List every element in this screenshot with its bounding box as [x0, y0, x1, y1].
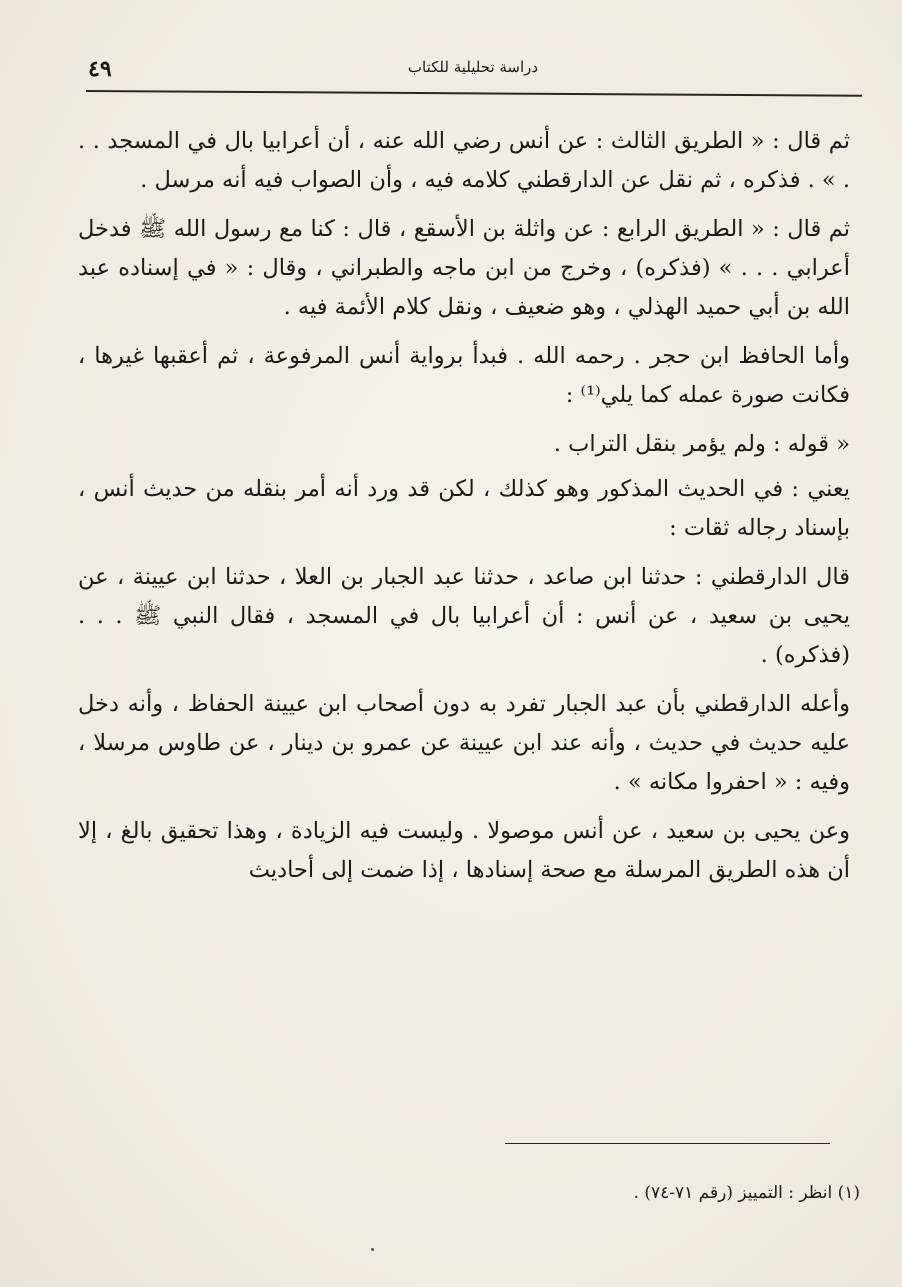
footnote-rule	[505, 1143, 830, 1144]
page-number: ٤٩	[88, 56, 112, 82]
running-title: دراسة تحليلية للكتاب	[407, 58, 539, 76]
paragraph-5: يعني : في الحديث المذكور وهو كذلك ، لكن قد ورد أنه أمر بنقله من حديث أنس ، بإسناد رجاله ثقات :	[78, 476, 850, 541]
paragraph-8: وعن يحيى بن سعيد ، عن أنس موصولا . وليست فيه الزيادة ، وهذا تحقيق بالغ ، إلا أن هذه الطريق المرسلة مع صحة إسنادها ، إذا ضمت إلى أحاديث	[78, 818, 850, 883]
body-text	[78, 122, 850, 900]
paragraph-6: قال الدارقطني : حدثنا ابن صاعد ، حدثنا عبد الجبار بن العلا ، حدثنا ابن عيينة ، عن يحيى بن سعيد ، عن أنس : أن أعرابيا بال في المسجد ، فقال النبي ﷺ . . . (فذكره) .	[78, 564, 850, 668]
paragraph-4: « قوله : ولم يؤمر بنقل التراب .	[553, 431, 850, 457]
header-rule	[86, 90, 862, 97]
page-header	[88, 48, 858, 88]
footnote: (١) انظر : التمييز (رقم ٧١-٧٤) .	[633, 1183, 860, 1203]
paragraph-2: ثم قال : « الطريق الرابع : عن واثلة بن الأسقع ، قال : كنا مع رسول الله ﷺ فدخل أعرابي . . . » (فذكره) ، وخرج من ابن ماجه والطبراني ، وقال : « في إسناده عبد الله بن أبي حميد الهذلي ، وهو ضعيف ، ونقل كلام الأئمة فيه .	[78, 216, 850, 320]
paragraph-3: وأما الحافظ ابن حجر . رحمه الله . فبدأ برواية أنس المرفوعة ، ثم أعقبها غيرها ، فكانت صورة عمله كما يلي⁽¹⁾ :	[78, 343, 850, 408]
paragraph-1: ثم قال : « الطريق الثالث : عن أنس رضي الله عنه ، أن أعرابيا بال في المسجد . . . » . فذكره ، ثم نقل عن الدارقطني كلامه فيه ، وأن الصواب فيه أنه مرسل .	[78, 128, 850, 193]
paragraph-7: وأعله الدارقطني بأن عبد الجبار تفرد به دون أصحاب ابن عيينة الحفاظ ، وأنه دخل عليه حديث في حديث ، وأنه عند ابن عيينة عن عمرو بن دينار ، عن طاوس مرسلا ، وفيه : « احفروا مكانه » .	[78, 691, 850, 795]
page-speck	[371, 1248, 374, 1251]
